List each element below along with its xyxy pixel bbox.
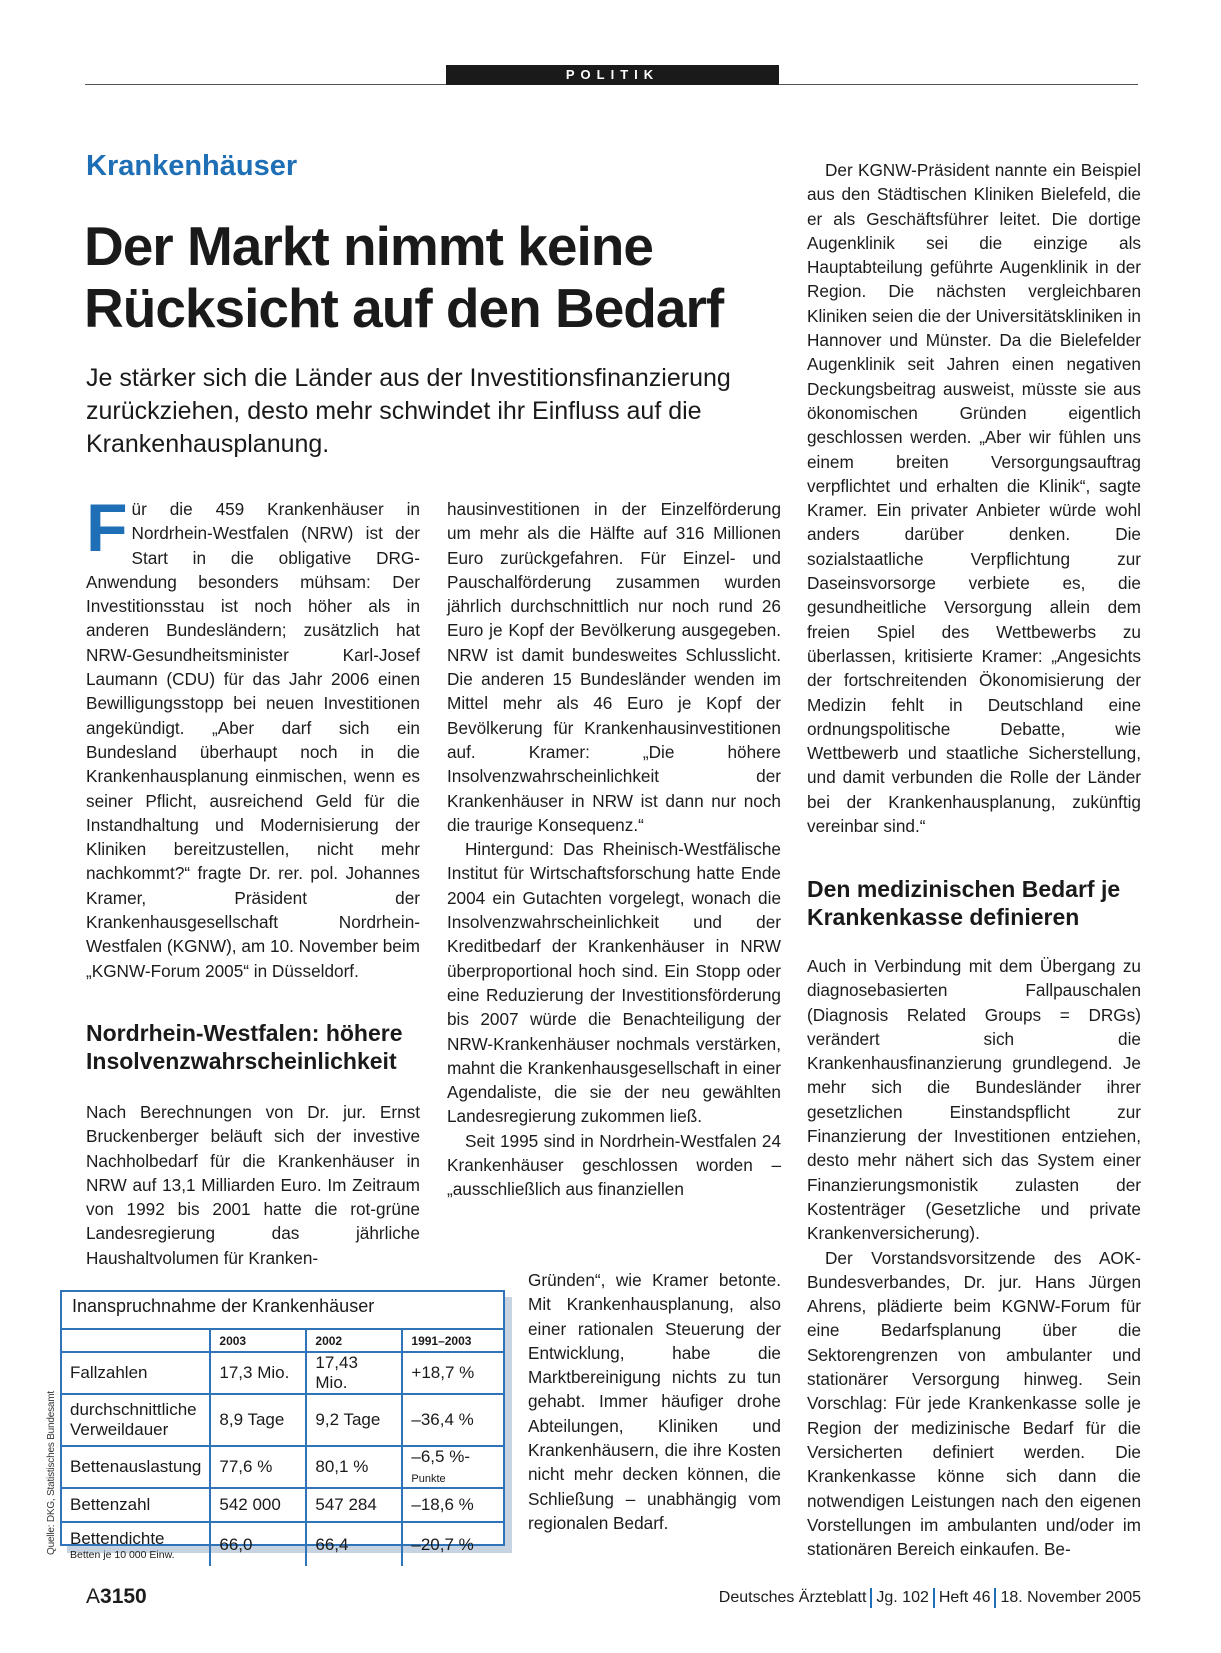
table-header-cell: 2003 (210, 1329, 306, 1352)
row-label: Fallzahlen (62, 1352, 210, 1394)
table-header-cell: 2002 (306, 1329, 402, 1352)
value-2003: 17,3 Mio. (210, 1352, 306, 1394)
paragraph-9: Der Vorstandsvorsitzende des AOK-Bundesverbandes, Dr. jur. Hans Jürgen Ahrens, plädierte beim KGNW-Forum für eine Bedarfsplanung über die Sektorengrenzen von ambulanter und stationärer Versorgung hinweg. Sein Vorschlag: Für jede Krankenkasse solle je Region der medizinische Bedarf für die Versicherten definiert werden. Die Krankenkasse könne sich dann die notwendigen Leistungen nach den eigenen Vorstellungen im ambulanten und/oder im stationären Bereich einkaufen. Be- (807, 1247, 1141, 1560)
value-2002: 547 284 (306, 1488, 402, 1522)
footer-separator (933, 1588, 935, 1608)
paragraph-1: Für die 459 Krankenhäuser in Nordrhein-Westfalen (NRW) ist der Start in die obligative DRG-Anwendung besonders mühsam: Der Investitionsstau ist noch höher als in anderen Bundesländern; zusätzlich hat NRW-Gesundheitsminister Karl-Josef Laumann (CDU) für das Jahr 2006 einen Bewilligungsstopp bei neuen Investitionen angekündigt. „Aber darf sich ein Bundesland überhaupt noch in die Krankenhausplanung einmischen, wenn es seiner Pflicht, ausreichend Geld für die Instandhaltung und Modernisierung der Kliniken bereitzustellen, nicht mehr nachkommt?“ fragte Dr. rer. pol. Johannes Kramer, Präsident der Krankenhausgesellschaft Nordrhein-Westfalen (KGNW), am 10. November beim „KGNW-Forum 2005“ in Düsseldorf. (86, 490, 420, 981)
row-label: Bettendichte Betten je 10 000 Einw. (62, 1522, 210, 1566)
paragraph-6: Gründen“, wie Kramer betonte. Mit Krankenhausplanung, also einer rationalen Steuerung der Entwicklung, habe die Marktbereinigung nichts zu tun gehabt. Immer häufiger drohe Abteilungen, Kliniken und Krankenhäusern, die ihre Kosten nicht mehr decken können, die Schließung – unabhängig vom regionalen Bedarf. (528, 1270, 781, 1533)
paragraph-3: hausinvestitionen in der Einzelförderung um mehr als die Hälfte auf 316 Millionen Euro zurückgefahren. Für Einzel- und Pauschalförderung zusammen wurden jährlich durchschnittlich nur noch rund 26 Euro je Kopf der Bevölkerung ausgegeben. NRW ist damit bundesweites Schlusslicht. Die anderen 15 Bundesländer wenden im Mittel mehr als 46 Euro je Kopf der Bevölkerung für Krankenhausinvestitionen auf. Kramer: „Die höhere Insolvenzwahrscheinlichkeit der Krankenhäuser in NRW ist dann nur noch die traurige Konsequenz.“ (447, 499, 781, 835)
statistics-table (62, 1328, 503, 1566)
value-2003: 8,9 Tage (210, 1394, 306, 1446)
lead-paragraph: Je stärker sich die Länder aus der Investitionsfinanzierung zurückziehen, desto mehr schwindet ihr Einfluss auf die Krankenhausplanung. (86, 364, 731, 458)
subhead-bedarf: Den medizinischen Bedarf je Krankenkasse definieren (807, 876, 1121, 930)
page-number: A3150 (86, 1585, 147, 1608)
paragraph-2: Nach Berechnungen von Dr. jur. Ernst Bruckenberger beläuft sich der investive Nachholbedarf für die Krankenhäuser in NRW auf 13,1 Milliarden Euro. Im Zeitraum von 1992 bis 2001 hatte die rot-grüne Landesregierung das jährliche Haushaltvolumen für Kranken- (86, 1102, 420, 1268)
row-label: Bettenzahl (62, 1488, 210, 1522)
table-header-row (62, 1329, 503, 1352)
drop-cap: F (86, 490, 128, 566)
row-sublabel: Betten je 10 000 Einw. (70, 1548, 175, 1561)
journal-name: Deutsches Ärzteblatt (718, 1589, 867, 1607)
subhead-nrw: Nordrhein-Westfalen: höhere Insolvenzwahrscheinlichkeit (86, 1020, 403, 1074)
value-2002: 66,4 (306, 1522, 402, 1566)
headline: Der Markt nimmt keine Rücksicht auf den Bedarf (84, 215, 724, 339)
journal-date: 18. November 2005 (1000, 1589, 1141, 1607)
value-suffix: Punkte (411, 1473, 446, 1485)
value-2002: 80,1 % (306, 1446, 402, 1488)
value-2002: 9,2 Tage (306, 1394, 402, 1446)
statistics-table-box (60, 1290, 505, 1561)
value-2003: 77,6 % (210, 1446, 306, 1488)
row-label: Bettenauslastung (62, 1446, 210, 1488)
journal-footer (719, 1588, 1141, 1608)
value-2003: 66,0 (210, 1522, 306, 1566)
section-label: POLITIK (446, 65, 779, 85)
table-row (62, 1522, 503, 1566)
table-header-cell (62, 1329, 210, 1352)
row-label: durchschnittliche Verweildauer (62, 1394, 210, 1446)
column-1-bottom (86, 1100, 420, 1270)
table-title: Inanspruchnahme der Krankenhäuser (72, 1296, 375, 1316)
column-3-bottom (807, 954, 1141, 1561)
value-change: +18,7 % (402, 1352, 503, 1394)
journal-issue: Heft 46 (938, 1589, 991, 1607)
column-1-top (86, 490, 420, 983)
paragraph-4: Hintergund: Das Rheinisch-Westfälische Institut für Wirtschaftsforschung hatte Ende 2004 ein Gutachten vorgelegt, wonach die Insolvenzwahrscheinlichkeit und der Kreditbedarf der Krankenhäuser in NRW überproportional hoch sind. Ein Stopp oder eine Reduzierung der Investitionsförderung bis 2007 würde die Benachteiligung der NRW-Krankenhäuser nochmals verstärken, mahnt die Krankenhausgesellschaft in einer Agendaliste, die sie der neu gewählten Landesregierung zukommen ließ. (447, 839, 781, 1127)
table-row (62, 1488, 503, 1522)
footer-separator (870, 1588, 872, 1608)
paragraph-5: Seit 1995 sind in Nordrhein-Westfalen 24 Krankenhäuser geschlossen worden – „ausschließlich aus finanziellen (447, 1130, 781, 1200)
column-3-top (807, 158, 1141, 838)
value-change: –6,5 %-Punkte (402, 1446, 503, 1488)
table-row (62, 1394, 503, 1446)
value-2002: 17,43 Mio. (306, 1352, 402, 1394)
column-2-top (447, 497, 781, 1202)
value-2003: 542 000 (210, 1488, 306, 1522)
column-2-bottom (528, 1268, 781, 1535)
table-row (62, 1446, 503, 1488)
table-source-note: Quelle: DKG, Statistisches Bundesamt (46, 1391, 57, 1555)
table-header-cell: 1991–2003 (402, 1329, 503, 1352)
rubric: Krankenhäuser (86, 150, 298, 182)
value-change: –18,6 % (402, 1488, 503, 1522)
paragraph-7: Der KGNW-Präsident nannte ein Beispiel aus den Städtischen Kliniken Bielefeld, die er als Geschäftsführer leitet. Die dortige Augenklinik sei die einzige als Hauptabteilung geführte Augenklinik in der Region. Die nächsten vergleichbaren Kliniken seien die der Universitätskliniken in Hannover und Münster. Da die Bielefelder Augenklinik seit Jahren einen negativen Deckungsbeitrag ausweist, müsste sie aus ökonomischen Gründen eigentlich geschlossen werden. „Aber wir fühlen uns einem breiten Versorgungsauftrag verpflichtet und erhalten die Klinik“, sagte Kramer. Ein privater Anbieter würde wohl anders darüber denken. Die sozialstaatliche Verpflichtung zur Daseinsvorsorge verbiete es, die gesundheitliche Versorgung allein dem freien Spiel des Wettbewerbs zu überlassen, kritisierte Kramer: „Angesichts der fortschreitenden Ökonomisierung der Medizin fehlt in Deutschland eine ordnungspolitische Debatte, wie Wettbewerb und staatliche Sicherstellung, und damit verbunden die Rolle der Länder bei der Krankenhausplanung, zukünftig vereinbar sind.“ (807, 160, 1141, 837)
table-row (62, 1352, 503, 1394)
paragraph-8: Auch in Verbindung mit dem Übergang zu diagnosebasierten Fallpauschalen (Diagnosis Related Groups = DRGs) verändert sich die Krankenhausfinanzierung grundlegend. Je mehr sich die Bundesländer ihrer gesetzlichen Einstandspflicht zur Finanzierung der Investitionen entziehen, desto mehr nähert sich das System einer Finanzierungsmonistik zulasten der Kostenträger (Gesetzliche und private Krankenversicherung). (807, 956, 1141, 1244)
footer-separator (994, 1588, 996, 1608)
value-change: –36,4 % (402, 1394, 503, 1446)
value-change: –20,7 % (402, 1522, 503, 1566)
journal-volume: Jg. 102 (876, 1589, 929, 1607)
